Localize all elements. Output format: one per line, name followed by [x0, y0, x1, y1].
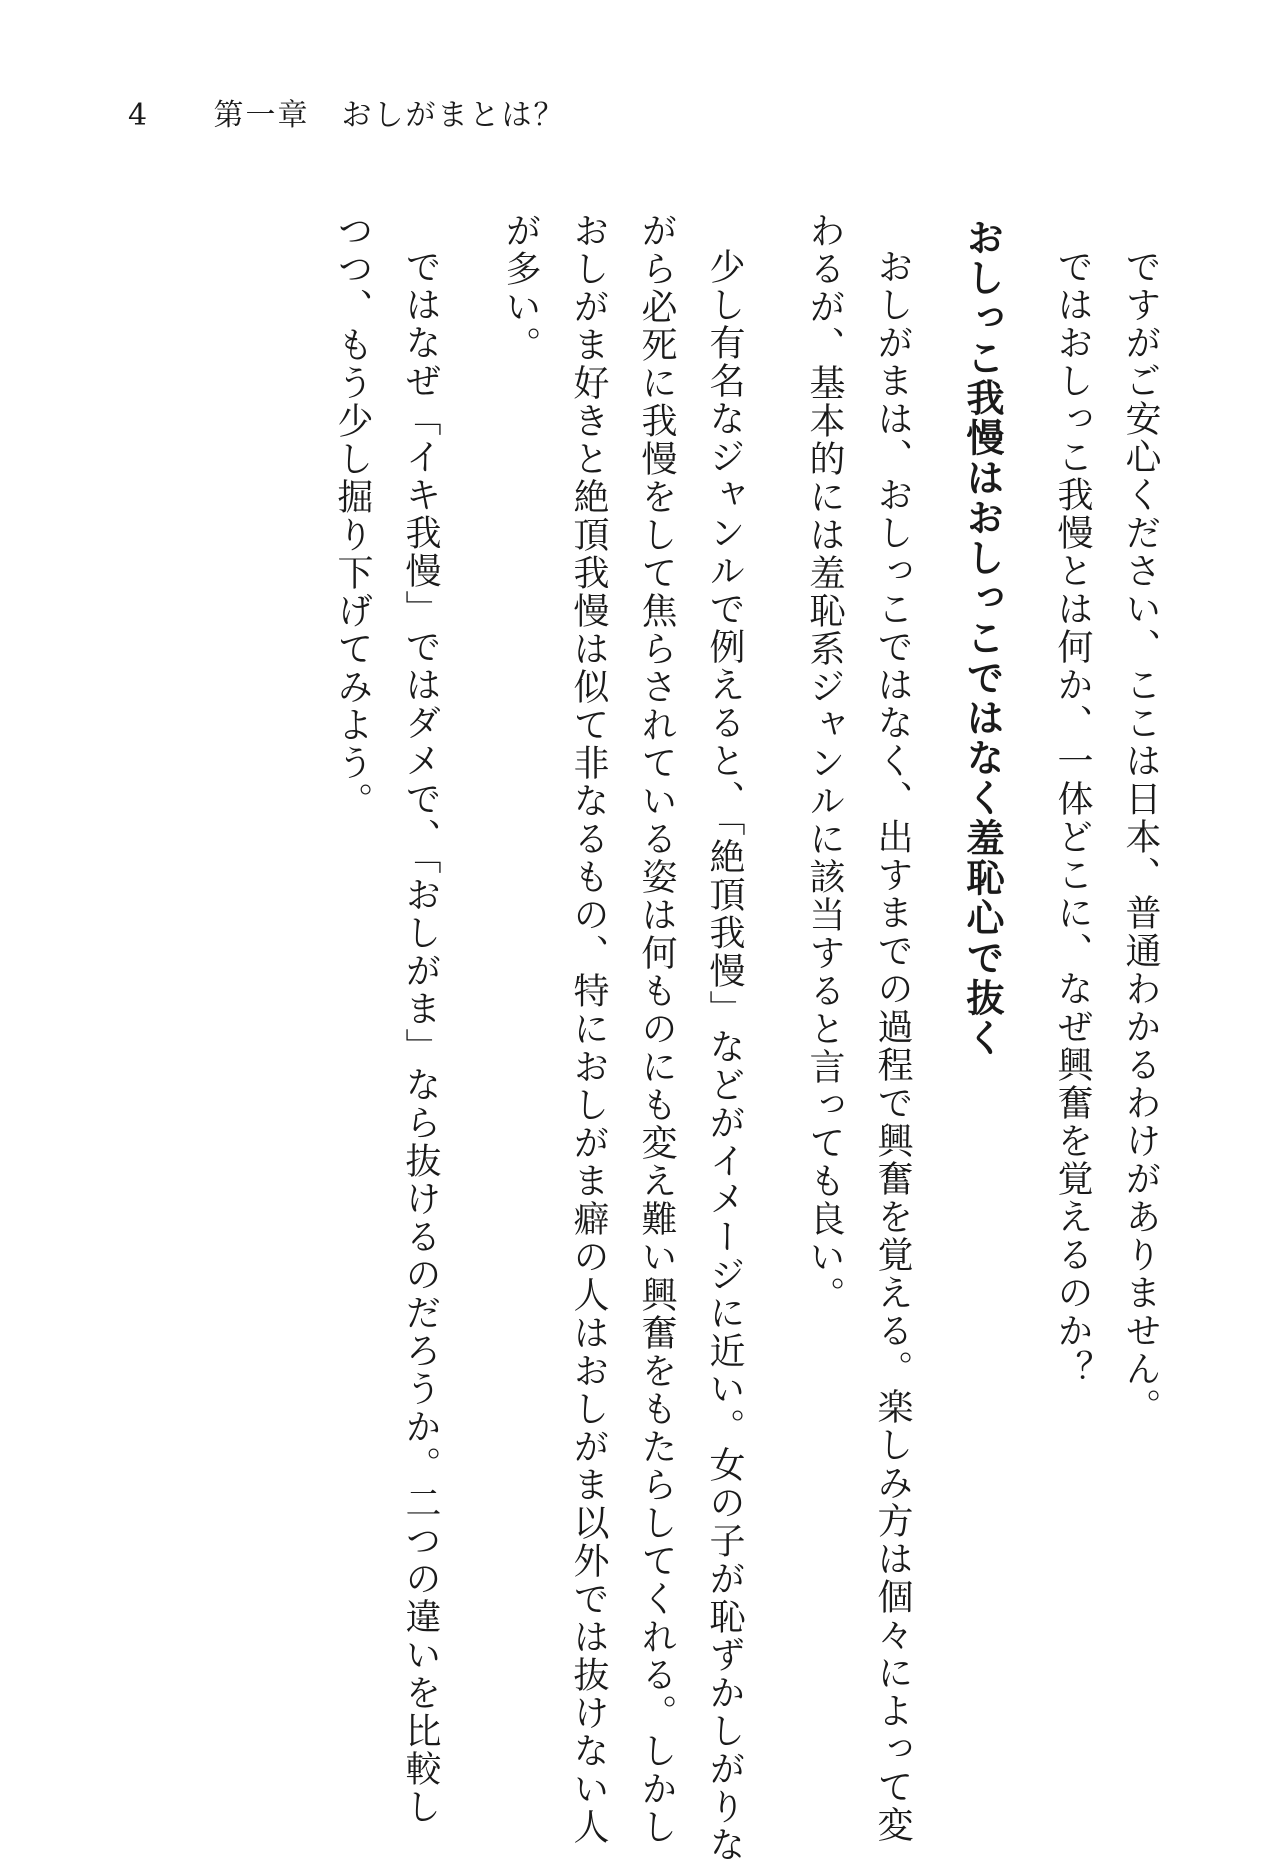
- paragraph-line: つつ、もう少し掘り下げてみよう。: [332, 212, 373, 820]
- page-number: 4: [128, 98, 148, 133]
- paragraph-line: ではなぜ「イキ我慢」ではダメで、「おしがま」なら抜けるのだろうか。二つの違いを比較し: [400, 248, 441, 1826]
- spacer: [1016, 212, 1038, 1742]
- paragraph-line: ですがご安心ください、ここは日本、普通わかるわけがありません。: [1120, 248, 1161, 1426]
- paragraph-line: 少し有名なジャンルで例えると、「絶頂我慢」などがイメージに近い。女の子が恥ずかしがりな: [704, 248, 745, 1864]
- paragraph-line: ではおしっこ我慢とは何か、一体どこに、なぜ興奮を覚えるのか？: [1052, 248, 1093, 1388]
- paragraph-line: わるが、基本的には羞恥系ジャンルに該当すると言っても良い。: [804, 212, 845, 1314]
- vertical-body-text: [318, 212, 1174, 1864]
- page-header: [128, 96, 566, 136]
- spacer: [758, 212, 790, 1742]
- paragraph-line: が多い。: [500, 212, 541, 364]
- section-heading: おしっこ我慢はおしっこではなく羞恥心で抜く: [960, 218, 1004, 1058]
- paragraph-line: がら必死に我慢をして焦らされている姿は何ものにも変え難い興奮をもたらしてくれる。しかし: [636, 212, 677, 1846]
- chapter-title: 第一章 おしがまとは？: [213, 98, 566, 133]
- spacer: [926, 212, 948, 1742]
- paragraph-line: おしがま好きと絶頂我慢は似て非なるもの、特におしがま癖の人はおしがま以外では抜けない人: [568, 212, 609, 1846]
- spacer: [454, 212, 486, 1742]
- paragraph-line: おしがまは、おしっこではなく、出すまでの過程で興奮を覚える。楽しみ方は個々によって変: [872, 248, 913, 1844]
